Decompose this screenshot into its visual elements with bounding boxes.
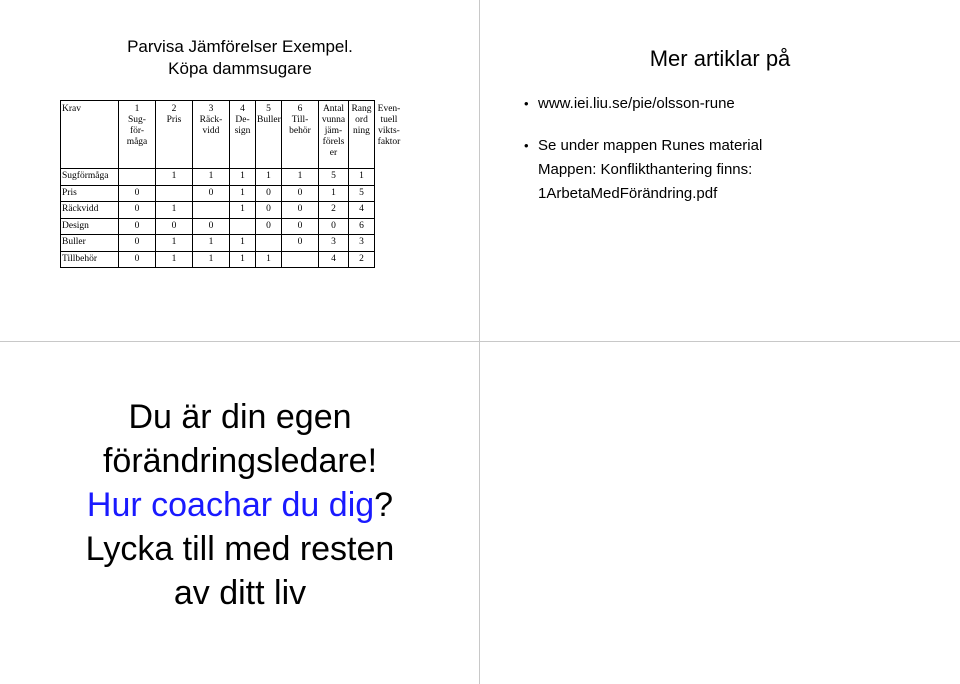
table-cell: 4: [349, 202, 375, 219]
table-cell: 0: [256, 202, 282, 219]
table-cell: 1: [193, 235, 230, 252]
table-extra-col-header: Even- tuell vikts- faktor: [377, 103, 401, 147]
table-cell: 3: [319, 235, 349, 252]
table-row-label: Räckvidd: [61, 202, 119, 219]
table-cell: 1: [319, 185, 349, 202]
table-extra-cell: [375, 169, 404, 186]
table-cell: 0: [119, 235, 156, 252]
table-col-header: 3 Räck- vidd: [193, 101, 230, 169]
table-row: [61, 202, 404, 219]
closing-message: [40, 395, 440, 615]
table-cell: 3: [349, 235, 375, 252]
table-cell: 1: [156, 202, 193, 219]
table-extra-cell: [375, 235, 404, 252]
table-cell: 1: [230, 185, 256, 202]
closing-line: Lycka till med resten: [85, 530, 395, 568]
table-extra-cell: [375, 185, 404, 202]
table-cell: 0: [256, 185, 282, 202]
table-cell: 1: [349, 169, 375, 186]
table-cell: 0: [119, 251, 156, 268]
table-cell: 1: [282, 169, 319, 186]
table-row: [61, 235, 404, 252]
closing-line: av ditt liv: [173, 574, 307, 612]
table-cell: 1: [193, 251, 230, 268]
table-cell: 6: [349, 218, 375, 235]
bullet-item: [522, 92, 942, 116]
table-row-label: Sugförmåga: [61, 169, 119, 186]
table-row-label: Design: [61, 218, 119, 235]
table-col-header: 6 Till- behör: [282, 101, 319, 169]
bullet-line: Mappen: Konflikthantering finns:: [538, 161, 753, 178]
table-cell: 0: [119, 202, 156, 219]
table-cell: 1: [156, 251, 193, 268]
table-cell: 0: [156, 218, 193, 235]
table-row: [61, 169, 404, 186]
closing-highlight-text: Hur coachar du dig: [86, 486, 375, 524]
table-cell: 1: [256, 251, 282, 268]
table-cell: 0: [282, 202, 319, 219]
table-header-row: [61, 101, 404, 169]
bullet-item: [522, 134, 942, 206]
table-cell: 1: [193, 169, 230, 186]
table-col-header: 5 Buller: [256, 101, 282, 169]
table-col-header: Antal vunna jäm- förels er: [319, 101, 349, 169]
table-cell: 2: [349, 251, 375, 268]
table-corner-header: Krav: [61, 101, 119, 169]
table-col-header: 4 De- sign: [230, 101, 256, 169]
table-row: [61, 251, 404, 268]
slide1-title-line1: Parvisa Jämförelser Exempel.: [127, 37, 353, 56]
table-cell: [193, 202, 230, 219]
table-cell: 0: [319, 218, 349, 235]
comparison-table: [60, 100, 404, 268]
table-cell: 0: [119, 185, 156, 202]
table-cell: 5: [319, 169, 349, 186]
table-row: [61, 218, 404, 235]
closing-question-mark: ?: [374, 486, 394, 524]
bullet-link-text[interactable]: www.iei.liu.se/pie/olsson-rune: [538, 95, 735, 112]
table-cell: 0: [256, 218, 282, 235]
table-cell: 5: [349, 185, 375, 202]
table-col-header: 2 Pris: [156, 101, 193, 169]
table-extra-cell: [375, 251, 404, 268]
table-cell: 1: [230, 235, 256, 252]
bullet-line: Se under mappen Runes material: [538, 137, 763, 154]
bullet-line: 1ArbetaMedFörändring.pdf: [538, 185, 718, 202]
table-cell: 4: [319, 251, 349, 268]
table-col-header: Rang ord ning: [349, 101, 375, 169]
table-cell: 2: [319, 202, 349, 219]
table-row-label: Pris: [61, 185, 119, 202]
table-cell: 1: [156, 169, 193, 186]
table-row-label: Buller: [61, 235, 119, 252]
table-extra-cell: [375, 202, 404, 219]
table-cell: [230, 218, 256, 235]
table-cell: [156, 185, 193, 202]
slide2-title: Mer artiklar på: [649, 46, 791, 71]
table-cell: 0: [193, 218, 230, 235]
table-cell: [119, 169, 156, 186]
table-extra-cell: [375, 218, 404, 235]
slide2-bullet-list: [522, 92, 942, 224]
table-cell: [256, 235, 282, 252]
table-cell: 1: [230, 202, 256, 219]
closing-line-question: [40, 483, 440, 527]
table-cell: 0: [282, 185, 319, 202]
table-cell: 1: [230, 251, 256, 268]
table-cell: 0: [119, 218, 156, 235]
slide1-title: [60, 36, 420, 80]
table-row-label: Tillbehör: [61, 251, 119, 268]
bullet-dot-icon: •: [524, 96, 529, 111]
table-cell: 1: [256, 169, 282, 186]
table-cell: [282, 251, 319, 268]
slide-empty: [480, 342, 960, 684]
table-cell: 0: [193, 185, 230, 202]
table-row: [61, 185, 404, 202]
table-cell: 0: [282, 218, 319, 235]
table-cell: 0: [282, 235, 319, 252]
bullet-dot-icon: •: [524, 138, 529, 153]
table-col-header: 1 Sug- för- måga: [119, 101, 156, 169]
closing-line: förändringsledare!: [102, 442, 378, 480]
table-cell: 1: [156, 235, 193, 252]
closing-line: Du är din egen: [128, 398, 352, 436]
slide1-title-line2: Köpa dammsugare: [168, 59, 312, 78]
table-cell: 1: [230, 169, 256, 186]
